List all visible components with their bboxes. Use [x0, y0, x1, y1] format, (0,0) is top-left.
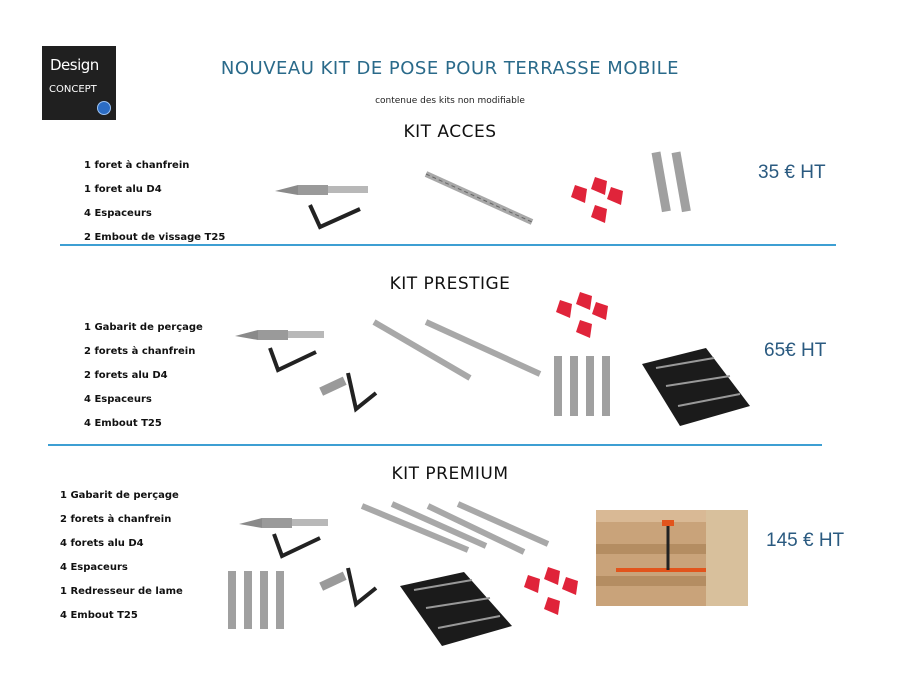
alu-drill-bit-icon — [420, 170, 540, 230]
alu-drill-bit-icon — [370, 318, 550, 388]
screw-bit-icon — [650, 148, 710, 228]
section-divider — [60, 244, 836, 246]
countersink-drill-icon — [234, 508, 334, 568]
kit-prestige-title: KIT PRESTIGE — [389, 274, 511, 294]
countersink-drill-icon — [300, 560, 390, 620]
kit-premium-item: 4 forets alu D4 — [60, 538, 144, 549]
spacer-icon — [550, 290, 620, 340]
kit-premium-item: 4 Espaceurs — [60, 562, 128, 573]
countersink-drill-icon — [270, 175, 380, 235]
kit-prestige-item: 4 Espaceurs — [84, 394, 152, 405]
screw-bit-icon — [548, 352, 628, 427]
kit-premium-item: 2 forets à chanfrein — [60, 514, 172, 525]
page-title: NOUVEAU KIT DE POSE POUR TERRASSE MOBILE — [220, 58, 680, 79]
logo-text-concept: CONCEPT — [49, 84, 97, 95]
kit-acces-item: 1 foret à chanfrein — [84, 160, 190, 171]
kit-prestige-item: 1 Gabarit de perçage — [84, 322, 203, 333]
kit-acces-price: 35 € HT — [758, 162, 826, 183]
screw-bit-icon — [222, 565, 302, 640]
kit-acces-item: 2 Embout de vissage T25 — [84, 232, 226, 243]
drilling-jig-icon — [394, 570, 516, 650]
kit-premium-price: 145 € HT — [766, 530, 845, 551]
kit-prestige-item: 2 forets à chanfrein — [84, 346, 196, 357]
board-straightener-photo — [596, 510, 748, 606]
kit-premium-title: KIT PREMIUM — [391, 464, 509, 484]
kit-acces-item: 1 foret alu D4 — [84, 184, 162, 195]
kit-prestige-item: 2 forets alu D4 — [84, 370, 168, 381]
drilling-jig-icon — [636, 346, 756, 430]
alu-drill-bit-icon — [358, 500, 553, 560]
kit-prestige-item: 4 Embout T25 — [84, 418, 162, 429]
kit-premium-item: 1 Redresseur de lame — [60, 586, 183, 597]
logo-text-design: Design — [50, 56, 99, 74]
section-divider — [48, 444, 822, 446]
spacer-icon — [565, 175, 635, 225]
spacer-icon — [518, 565, 593, 620]
kit-premium-item: 1 Gabarit de perçage — [60, 490, 179, 501]
kit-acces-item: 4 Espaceurs — [84, 208, 152, 219]
kit-prestige-price: 65€ HT — [764, 340, 827, 361]
page-subtitle: contenue des kits non modifiable — [375, 96, 525, 106]
kit-premium-item: 4 Embout T25 — [60, 610, 138, 621]
kit-acces-title: KIT ACCES — [403, 122, 497, 142]
